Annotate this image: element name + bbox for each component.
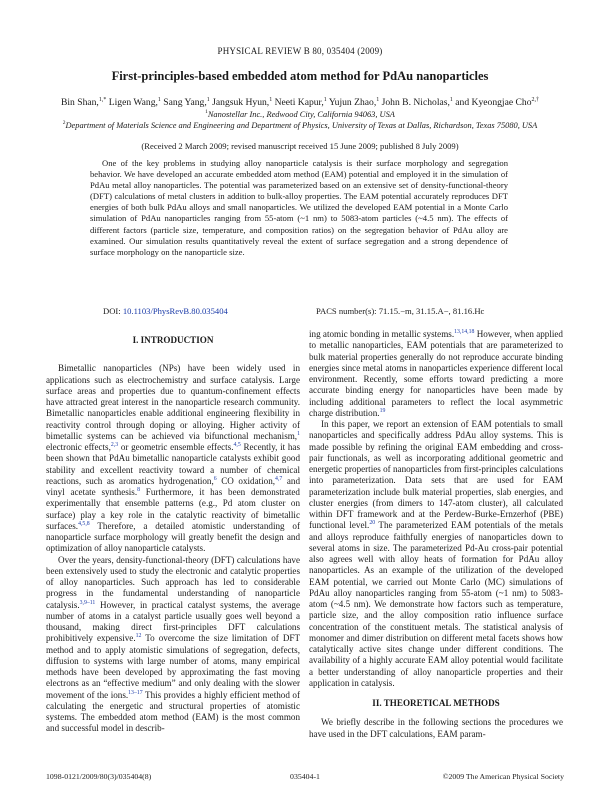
- footer-issn: 1098-0121/2009/80(3)/035404(8): [46, 772, 152, 781]
- author-name: John B. Nicholas,: [381, 97, 450, 109]
- author-affiliation-mark: 2,†: [531, 97, 539, 103]
- paper-title: First-principles-based embedded atom method for PdAu nanoparticles: [111, 69, 489, 83]
- citation-link[interactable]: 4,5: [233, 441, 241, 448]
- author-name: Sang Yang,: [163, 97, 207, 109]
- citation-link[interactable]: 20: [369, 520, 376, 527]
- right-column: [309, 329, 563, 740]
- affiliation-1: $^1$Nanostellar Inc., Redwood City, California 94063, USA: [205, 109, 395, 119]
- paragraph: We briefly describe in the following sections the procedures we have used in the DFT calculations, EAM param-: [309, 717, 563, 739]
- footer-page-number: 035404-1: [290, 772, 320, 781]
- citation-link[interactable]: 4,7: [275, 475, 283, 482]
- author-name: Neeti Kapur,: [274, 97, 324, 109]
- author-name: Yujun Zhao,: [328, 97, 377, 109]
- left-column: [46, 329, 300, 735]
- section-heading-theoretical-methods: II. THEORETICAL METHODS: [372, 698, 500, 708]
- author-affiliation-mark: 1: [323, 97, 327, 103]
- citation-link[interactable]: 13–17: [128, 689, 143, 696]
- citation-link[interactable]: 13,14,18: [454, 328, 475, 335]
- author-name: and Kyeongjae Cho: [455, 97, 532, 109]
- author-name: Ligen Wang,: [108, 97, 158, 109]
- author-affiliation-mark: 1: [269, 97, 273, 103]
- citation-link[interactable]: 1: [297, 430, 300, 437]
- author-affiliation-mark: 1,*: [98, 97, 107, 103]
- author-affiliation-mark: 1: [157, 97, 161, 103]
- author-affiliation-mark: 1: [206, 97, 210, 103]
- doi-link[interactable]: 10.1103/PhysRevB.80.035404: [122, 306, 228, 316]
- affiliation-2: $^2$Department of Materials Science and Engineering and Department of Physics, University of Texas at Dallas, Richardson, Texas 75080, USA: [62, 120, 538, 130]
- paragraph: ing atomic bonding in metallic systems.$^{13,14,18}$ However, when applied to metallic nanoparticles, EAM potentials that are parameterized to bulk material properties generally do not reproduce accurate binding energies since metal atoms in nanoparticles experience different local environment. Recently, some efforts toward predicting a more accurate binding energy for nanoparticles have been made by including additional parameters to reflect the local asymmetric charge distribution.$^{19}$: [309, 328, 563, 418]
- pacs-numbers: PACS number(s): 71.15.−m, 31.15.A−, 81.16.Hc: [316, 306, 485, 316]
- citation-link[interactable]: 4,5,8: [78, 520, 90, 527]
- paragraph: In this paper, we report an extension of EAM potentials to small nanoparticles and specifically address PdAu alloy systems. This is made possible by refining the original EAM embedding and cross-pair functionals, as well as incorporating additional geometric and energetic properties of nanoparticles from first-principles calculations into parameterization. Data sets that are used for EAM parameterization include bulk material properties, slab energies, and cluster energies (from dimers to 147-atom cluster), all calculated within DFT framework and at the Perdew-Burke-Ernzerhof (PBE) functional level.$^{20}$ The parameterized EAM potentials of the metals and alloys reproduce faithfully energies of nanoparticles down to several atoms in size. The parameterized Pd-Au cross-pair potential also agrees well with alloy heats of formation for PdAu alloy nanoparticles. As an example of the utilization of the developed EAM potential, we carried out Monte Carlo (MC) simulations of PdAu alloy nanoparticles ranging from 55-atom (~1 nm) to 5083-atom (~4.5 nm). We demonstrate how factors such as temperature, particle size, and the alloy composition ratio influence surface concentration of the constituent metals. The statistical analysis of monomer and dimer distribution on different metal facets shows how catalytically active sites change under different conditions. The availability of a highly accurate EAM alloy potential would facilitate a better understanding of alloy nanoparticle properties and their application in catalysis.: [309, 419, 563, 688]
- citation-link[interactable]: 3,9–11: [79, 599, 96, 606]
- author-name: Bin Shan,: [60, 97, 99, 109]
- citation-link[interactable]: 8: [137, 486, 141, 493]
- author-affiliation-mark: 1: [376, 97, 380, 103]
- doi-line: DOI: 10.1103/PhysRevB.80.035404: [103, 306, 228, 316]
- received-dates: (Received 2 March 2009; revised manuscript received 15 June 2009; published 8 July 2009): [141, 141, 459, 151]
- citation-link[interactable]: 19: [379, 407, 386, 414]
- author-name: Jangsuk Hyun,: [212, 97, 270, 109]
- citation-link[interactable]: 12: [135, 633, 142, 640]
- paragraph: Bimetallic nanoparticles (NPs) have been widely used in applications such as electrochemistry and surface catalysis. Large surface areas and properties due to quantum-confinement effects have attracted great interest in the nanoparticle research community. Bimetallic nanoparticles enable additional engineering flexibility in reactivity control through doping or alloying. Higher activity of bimetallic systems can be achieved via bifunctional mechanism,$^1$ electronic effects,$^{2,3}$ or geometric ensemble effects.$^{4,5}$ Recently, it has been shown that PdAu bimetallic nanoparticle catalysts exhibit good stability and excellent reactivity toward a number of chemical reactions, such as aromatics hydrogenation,$^6$ CO oxidation,$^{4,7}$ and vinyl acetate synthesis.$^8$ Furthermore, it has been demonstrated experimentally that ensemble patterns (e.g., Pd atom cluster on surface) play a key role in the catalytic reactivity of bimetallic surfaces.$^{4,5,8}$ Therefore, a detailed atomistic understanding of nanoparticle surface morphology will greatly benefit the design and optimization of alloy nanoparticle catalysts.: [46, 363, 300, 554]
- citation-link[interactable]: 6: [213, 475, 217, 482]
- author-affiliation-mark: 1: [449, 97, 453, 103]
- citation-link[interactable]: 2,3: [110, 441, 119, 448]
- paragraph: Over the years, density-functional-theory (DFT) calculations have been extensively used to study the electronic and catalytic properties of alloy nanoparticles. Such approach has led to considerable progress in the fundamental understanding of nanoparticle catalysis.$^{3,9-11}$ However, in practical catalyst systems, the average number of atoms in a catalyst particle usually goes well beyond a thousand, making direct first-principles DFT calculations prohibitively expensive.$^{12}$ To overcome the size limitation of DFT method and to apply atomistic simulations of segregation, defects, diffusion to systems with large number of atoms, many empirical methods have been developed by approximating the fast moving electrons as an “effective medium” and only dealing with the slower movement of the ions.$^{13-17}$ This provides a highly efficient method of calculating the energetic and structural properties of atomistic systems. The embedded atom method (EAM) is the most common and successful model in describ-: [46, 554, 301, 734]
- footer-copyright: ©2009 The American Physical Society: [442, 772, 564, 781]
- section-heading-introduction: I. INTRODUCTION: [132, 335, 214, 345]
- abstract: One of the key problems in studying alloy nanoparticle catalysis is their surface morphology and segregation behavior. We have developed an accurate embedded atom method (EAM) potential and employed it in the simulation of PdAu metal alloy nanoparticles. The potential was parameterized based on an extensive set of density-functional-theory (DFT) calculations of metal clusters in addition to bulk-alloy properties. The EAM potential accurately reproduces DFT energies of both bulk PdAu alloys and small nanoparticles. We utilized the developed EAM potential in a Monte Carlo simulation of PdAu nanoparticles ranging from 55-atom (~1 nm) to 5083-atom particles (~4.5 nm). The effects of different factors (particle size, temperature, and composition ratios) on the segregation behavior of PdAu alloy are examined. Our simulation results quantitatively reveal the extent of surface segregation and a strong dependence of surface morphology on the nanoparticle size.: [90, 158, 508, 257]
- journal-header: PHYSICAL REVIEW B 80, 035404 (2009): [217, 46, 383, 56]
